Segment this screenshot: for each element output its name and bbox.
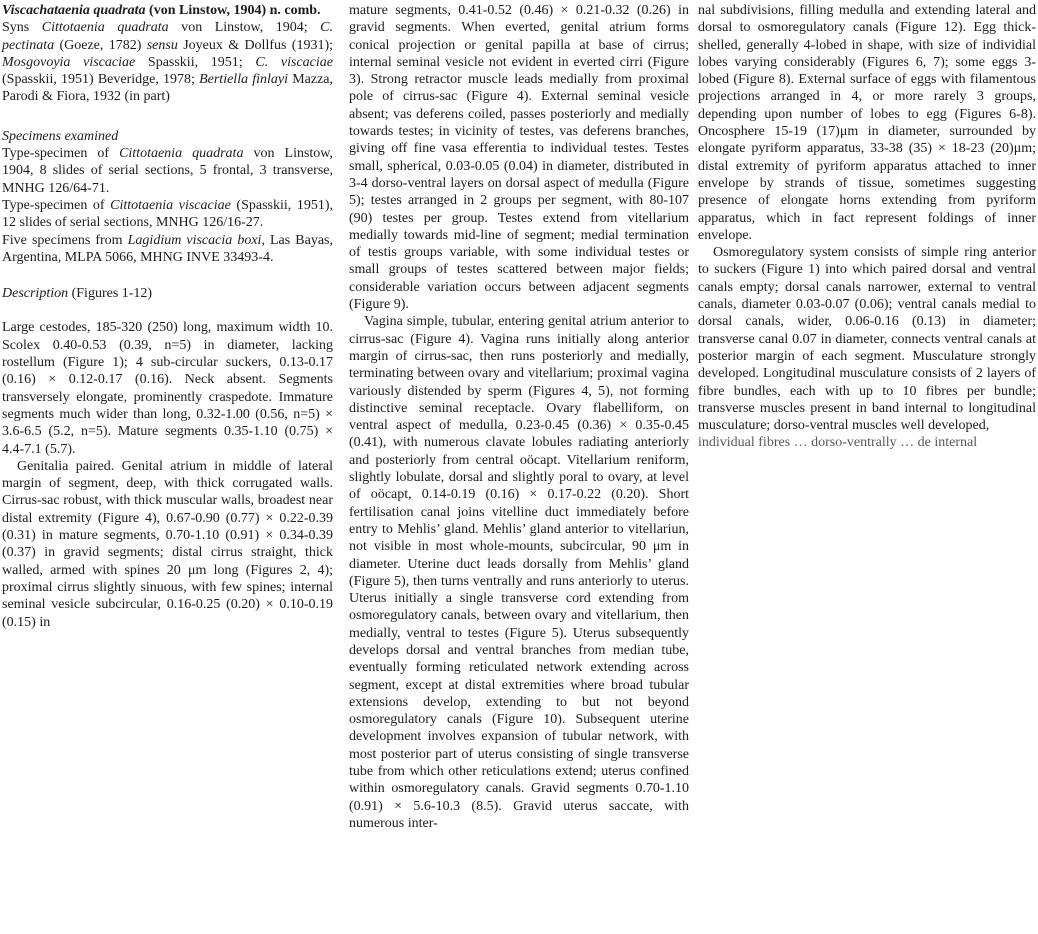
text-segment: Cittotaenia quadrata [119,146,244,162]
column-1 [2,2,333,631]
text-segment: Mazza, Parodi & Fiora, 1932 (in part) [2,72,334,105]
text-segment: Joyeux & Dollfus (1931); [177,37,334,53]
text-segment: , Las Bayas, Argentina, MLPA 5066, MHNG INVE 33493-4. [2,232,334,265]
section-heading [2,128,333,145]
text-segment: Cittotaenia quadrata [41,20,169,36]
text-segment: Five specimens from [2,232,128,248]
text-segment: (von Linstow, 1904) n. comb. [145,3,321,18]
paragraph [2,145,333,197]
text-segment: Vagina simple, tubular, entering genital atrium anterior to cirrus-sac (Figure 4). Vagina runs initially along anterior margin of cirrus-sac, then runs posteriorly and medially, terminating between ovary and vitellarium; proximal vagina variously distended by sperm (Figures 4, 5), not forming distinctive seminal receptacle. Ovary flabelliform, on ventral aspect of medulla, 0.23-0.45 (0.36) × 0.35-0.45 (0.41), with numerous clavate lobules radiating anteriorly and posteriorly from central oöcapt. Vitellarium reniform, slightly lobulate, dorsal and slightly poral to ovary, at level of oöcapt, 0.14-0.19 (0.16) × 0.17-0.22 (0.20). Short fertilisation canal joins vitelline duct immediately before entry to Mehlis’ gland. Mehlis’ gland anterior to vitellariun, not visible in most whole-mounts, subcircular, 90 μm in diameter. Uterine duct leads dorsally from Mehlis’ gland (Figure 5), then turns ventrally and runs anteriorly to uterus. Uterus initially a single transverse cord extending from osmoregulatory canals, between ovary and vitellarium, then medially, ventral to testes (Figure 5). Uterus subsequently develops dorsal and ventral branches from median tube, eventually forming reticulated network extending across segment, except at distal extremities where broad tubular extensions develop, extending to but not beyond osmoregulatory canals (Figure 10). Subsequent uterine development involves expansion of tubular network, with most posterior part of uterus consisting of single transverse tube from which other reticulations extend; uterus confined within osmoregulatory canals. Gravid segments 0.70-1.10 (0.91) × 5.6-10.3 (8.5). Gravid uterus saccate, with numerous inter- [349,314,689,831]
text-segment: Description [2,286,69,302]
text-segment: Type-specimen of [2,197,111,213]
text-segment: von Linstow, 1904; [168,20,321,36]
text-segment: Cittotaenia viscaciae [110,197,231,213]
text-segment: Lagidium viscacia boxi [127,232,262,248]
column-3 [698,2,1036,451]
text-segment: Spasskii, 1951; [135,54,256,70]
paragraph [2,232,333,267]
text-segment: C. pectinata [2,20,334,53]
text-segment: Type-specimen of [2,146,120,162]
text-segment: (Spasskii, 1951) Beveridge, 1978; [2,72,200,88]
text-segment: Large cestodes, 185-320 (250) long, maximum width 10. Scolex 0.40-0.53 (0.39, n=5) in diameter, lacking rostellum (Figure 1); 4 sub-circular suckers, 0.13-0.17 (0.16) × 0.12-0.17 (0.16). Neck absent. Segments transversely elongate, prominently craspedote. Immature segments much wider than long, 0.32-1.00 (0.56, n=5) × 3.6-6.5 (5.2, n=5). Mature segments 0.35-1.10 (0.75) × 4.4-7.1 (5.7). [2,320,333,457]
paragraph [698,244,1036,434]
text-segment: C. viscaciae [255,54,333,70]
paragraph [2,319,333,457]
text-segment: von Linstow, 1904, 8 slides of serial sections, 5 frontal, 3 transverse, MNHG 126/64-71. [2,146,334,196]
text-segment: Mosgovoyia viscaciae [2,54,136,70]
paragraph [2,458,333,631]
paragraph [698,2,1036,244]
text-segment: Specimens examined [2,128,119,144]
clipped-line [698,434,1036,451]
text-segment: (Goeze, 1782) [54,37,147,53]
text-segment: (Figures 1-12) [68,286,153,302]
text-segment: sensu [146,37,178,53]
text-segment: nal subdivisions, filling medulla and extending lateral and dorsal to osmoregulatory canals (Figure 12). Egg thick-shelled, generally 4-lobed in shape, with size of individial lobes varying considerably (Figures 6, 7); some eggs 3-lobed (Figure 8). External surface of eggs with filamentous projections arranged in 4, or more rarely 3 groups, depending upon number of lobes to egg (Figures 6-8). Oncosphere 15-19 (17)μm in diameter, surrounded by elongate pyriform apparatus, 33-38 (35) × 18-23 (20)μm; distal extremity of pyriform apparatus attached to inner envelope by strands of tissue, sometimes suggesting presence of elongate horns extending from pyriform apparatus, which in fact represent foldings of inner envelope. [698,3,1036,243]
text-segment: Osmoregulatory system consists of simple ring anterior to suckers (Figure 1) into which paired dorsal and ventral canals empty; dorsal canals narrower, external to ventral canals, diameter 0.03-0.07 (0.06); ventral canals medial to dorsal canals, wider, 0.06-0.16 (0.13) in diameter; transverse canal 0.07 in diameter, connects ventral canals at posterior margin of each segment. Musculature strongly developed. Longitudinal musculature consists of 2 layers of fibre bundles, each with up to 10 fibres per bundle; transverse muscles present in band internal to longitudinal musculature; dorso-ventral muscles well developed, [698,245,1036,434]
paragraph [349,313,689,832]
text-segment: Syns [2,20,42,36]
paragraph [2,197,333,232]
section-heading [2,285,333,302]
article-title [2,2,333,19]
paragraph [349,2,689,313]
text-segment: mature segments, 0.41-0.52 (0.46) × 0.21-0.32 (0.26) in gravid segments. When everted, genital atrium forms conical projection or genital papilla at base of cirrus; internal seminal vesicle not evident in everted cirri (Figure 3). Strong retractor muscle leads medially from proximal pole of cirrus-sac (Figure 4). External seminal vesicle absent; vas deferens coiled, passes posteriorly and medially towards testes; in vicinity of testes, vas deferens branches, giving off fine vasa efferentia to individual testes. Testes small, spherical, 0.03-0.05 (0.04) in diameter, distributed in 3-4 dorso-ventral layers on dorsal aspect of medulla (Figure 5); testes arranged in 2 groups per segment, with 80-107 (90) testes per group. Testes extend from vitellarium medially towards mid-line of segment; medial termination of testis groups variable, with some individual testes or small groups of testes scattered between major fields; considerable variation occurs between adjacent segments (Figure 9). [349,3,689,313]
text-segment: individual fibres … dorso-ventrally … de internal [698,435,978,451]
paragraph [2,19,333,105]
text-segment: Viscachataenia quadrata [2,3,146,18]
text-segment: Genitalia paired. Genital atrium in middle of lateral margin of segment, deep, with thick corrugated walls. Cirrus-sac robust, with thick muscular walls, broadest near distal extremity (Figure 4), 0.67-0.90 (0.77) × 0.22-0.39 (0.31) in mature segments, 0.70-1.10 (0.91) × 0.34-0.39 (0.37) in gravid segments; distal cirrus straight, thick walled, armed with spines 20 μm long (Figures 2, 4); proximal cirrus slightly sinuous, with few spines; internal seminal vesicle subcircular, 0.16-0.25 (0.20) × 0.10-0.19 (0.15) in [2,458,333,630]
text-segment: (Spasskii, 1951), 12 slides of serial sections, MNHG 126/16-27. [2,197,333,231]
text-segment: Bertiella finlayi [199,72,289,88]
column-2 [349,2,689,832]
